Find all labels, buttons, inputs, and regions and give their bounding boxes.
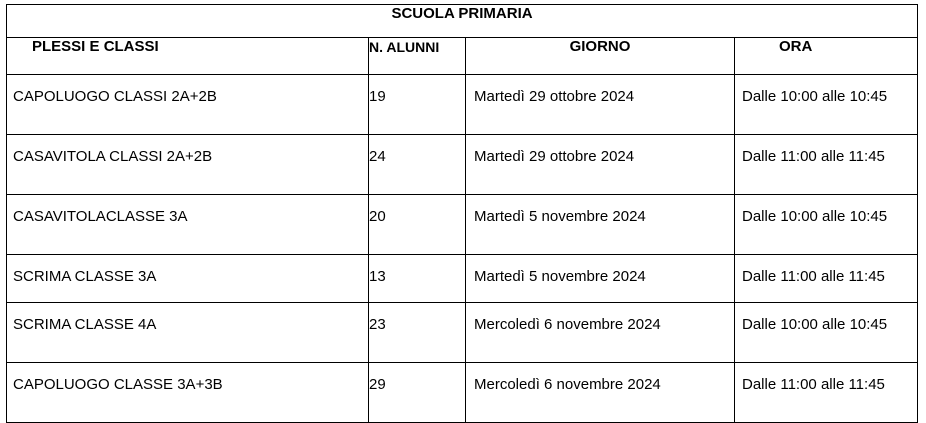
cell-plessi-classi: CAPOLUOGO CLASSE 3A+3B: [7, 363, 369, 423]
cell-giorno: Martedì 29 ottobre 2024: [466, 75, 735, 135]
cell-plessi-classi: CAPOLUOGO CLASSI 2A+2B: [7, 75, 369, 135]
table-row: [7, 363, 918, 423]
cell-giorno: Martedì 29 ottobre 2024: [466, 135, 735, 195]
cell-plessi-classi: SCRIMA CLASSE 3A: [7, 255, 369, 303]
cell-plessi-classi: SCRIMA CLASSE 4A: [7, 303, 369, 363]
cell-numero-alunni: 20: [369, 195, 466, 255]
cell-ora: Dalle 10:00 alle 10:45: [735, 195, 918, 255]
cell-plessi-classi: CASAVITOLA CLASSI 2A+2B: [7, 135, 369, 195]
table-title: SCUOLA PRIMARIA: [7, 5, 918, 38]
cell-ora: Dalle 10:00 alle 10:45: [735, 303, 918, 363]
schedule-table: [6, 4, 918, 423]
cell-giorno: Mercoledì 6 novembre 2024: [466, 303, 735, 363]
cell-numero-alunni: 19: [369, 75, 466, 135]
header-plessi-classi: PLESSI E CLASSI: [7, 38, 369, 75]
table-row: [7, 135, 918, 195]
cell-ora: Dalle 10:00 alle 10:45: [735, 75, 918, 135]
table-row: [7, 255, 918, 303]
cell-giorno: Martedì 5 novembre 2024: [466, 195, 735, 255]
cell-ora: Dalle 11:00 alle 11:45: [735, 135, 918, 195]
cell-giorno: Martedì 5 novembre 2024: [466, 255, 735, 303]
table-row: [7, 75, 918, 135]
cell-ora: Dalle 11:00 alle 11:45: [735, 255, 918, 303]
table-title-row: [7, 5, 918, 38]
cell-numero-alunni: 13: [369, 255, 466, 303]
cell-ora: Dalle 11:00 alle 11:45: [735, 363, 918, 423]
header-ora: ORA: [735, 38, 918, 75]
cell-plessi-classi: CASAVITOLACLASSE 3A: [7, 195, 369, 255]
cell-numero-alunni: 24: [369, 135, 466, 195]
table-row: [7, 195, 918, 255]
header-giorno: GIORNO: [466, 38, 735, 75]
header-numero-alunni: N. ALUNNI: [369, 38, 466, 75]
cell-giorno: Mercoledì 6 novembre 2024: [466, 363, 735, 423]
cell-numero-alunni: 29: [369, 363, 466, 423]
cell-numero-alunni: 23: [369, 303, 466, 363]
table-header-row: [7, 38, 918, 75]
table-row: [7, 303, 918, 363]
